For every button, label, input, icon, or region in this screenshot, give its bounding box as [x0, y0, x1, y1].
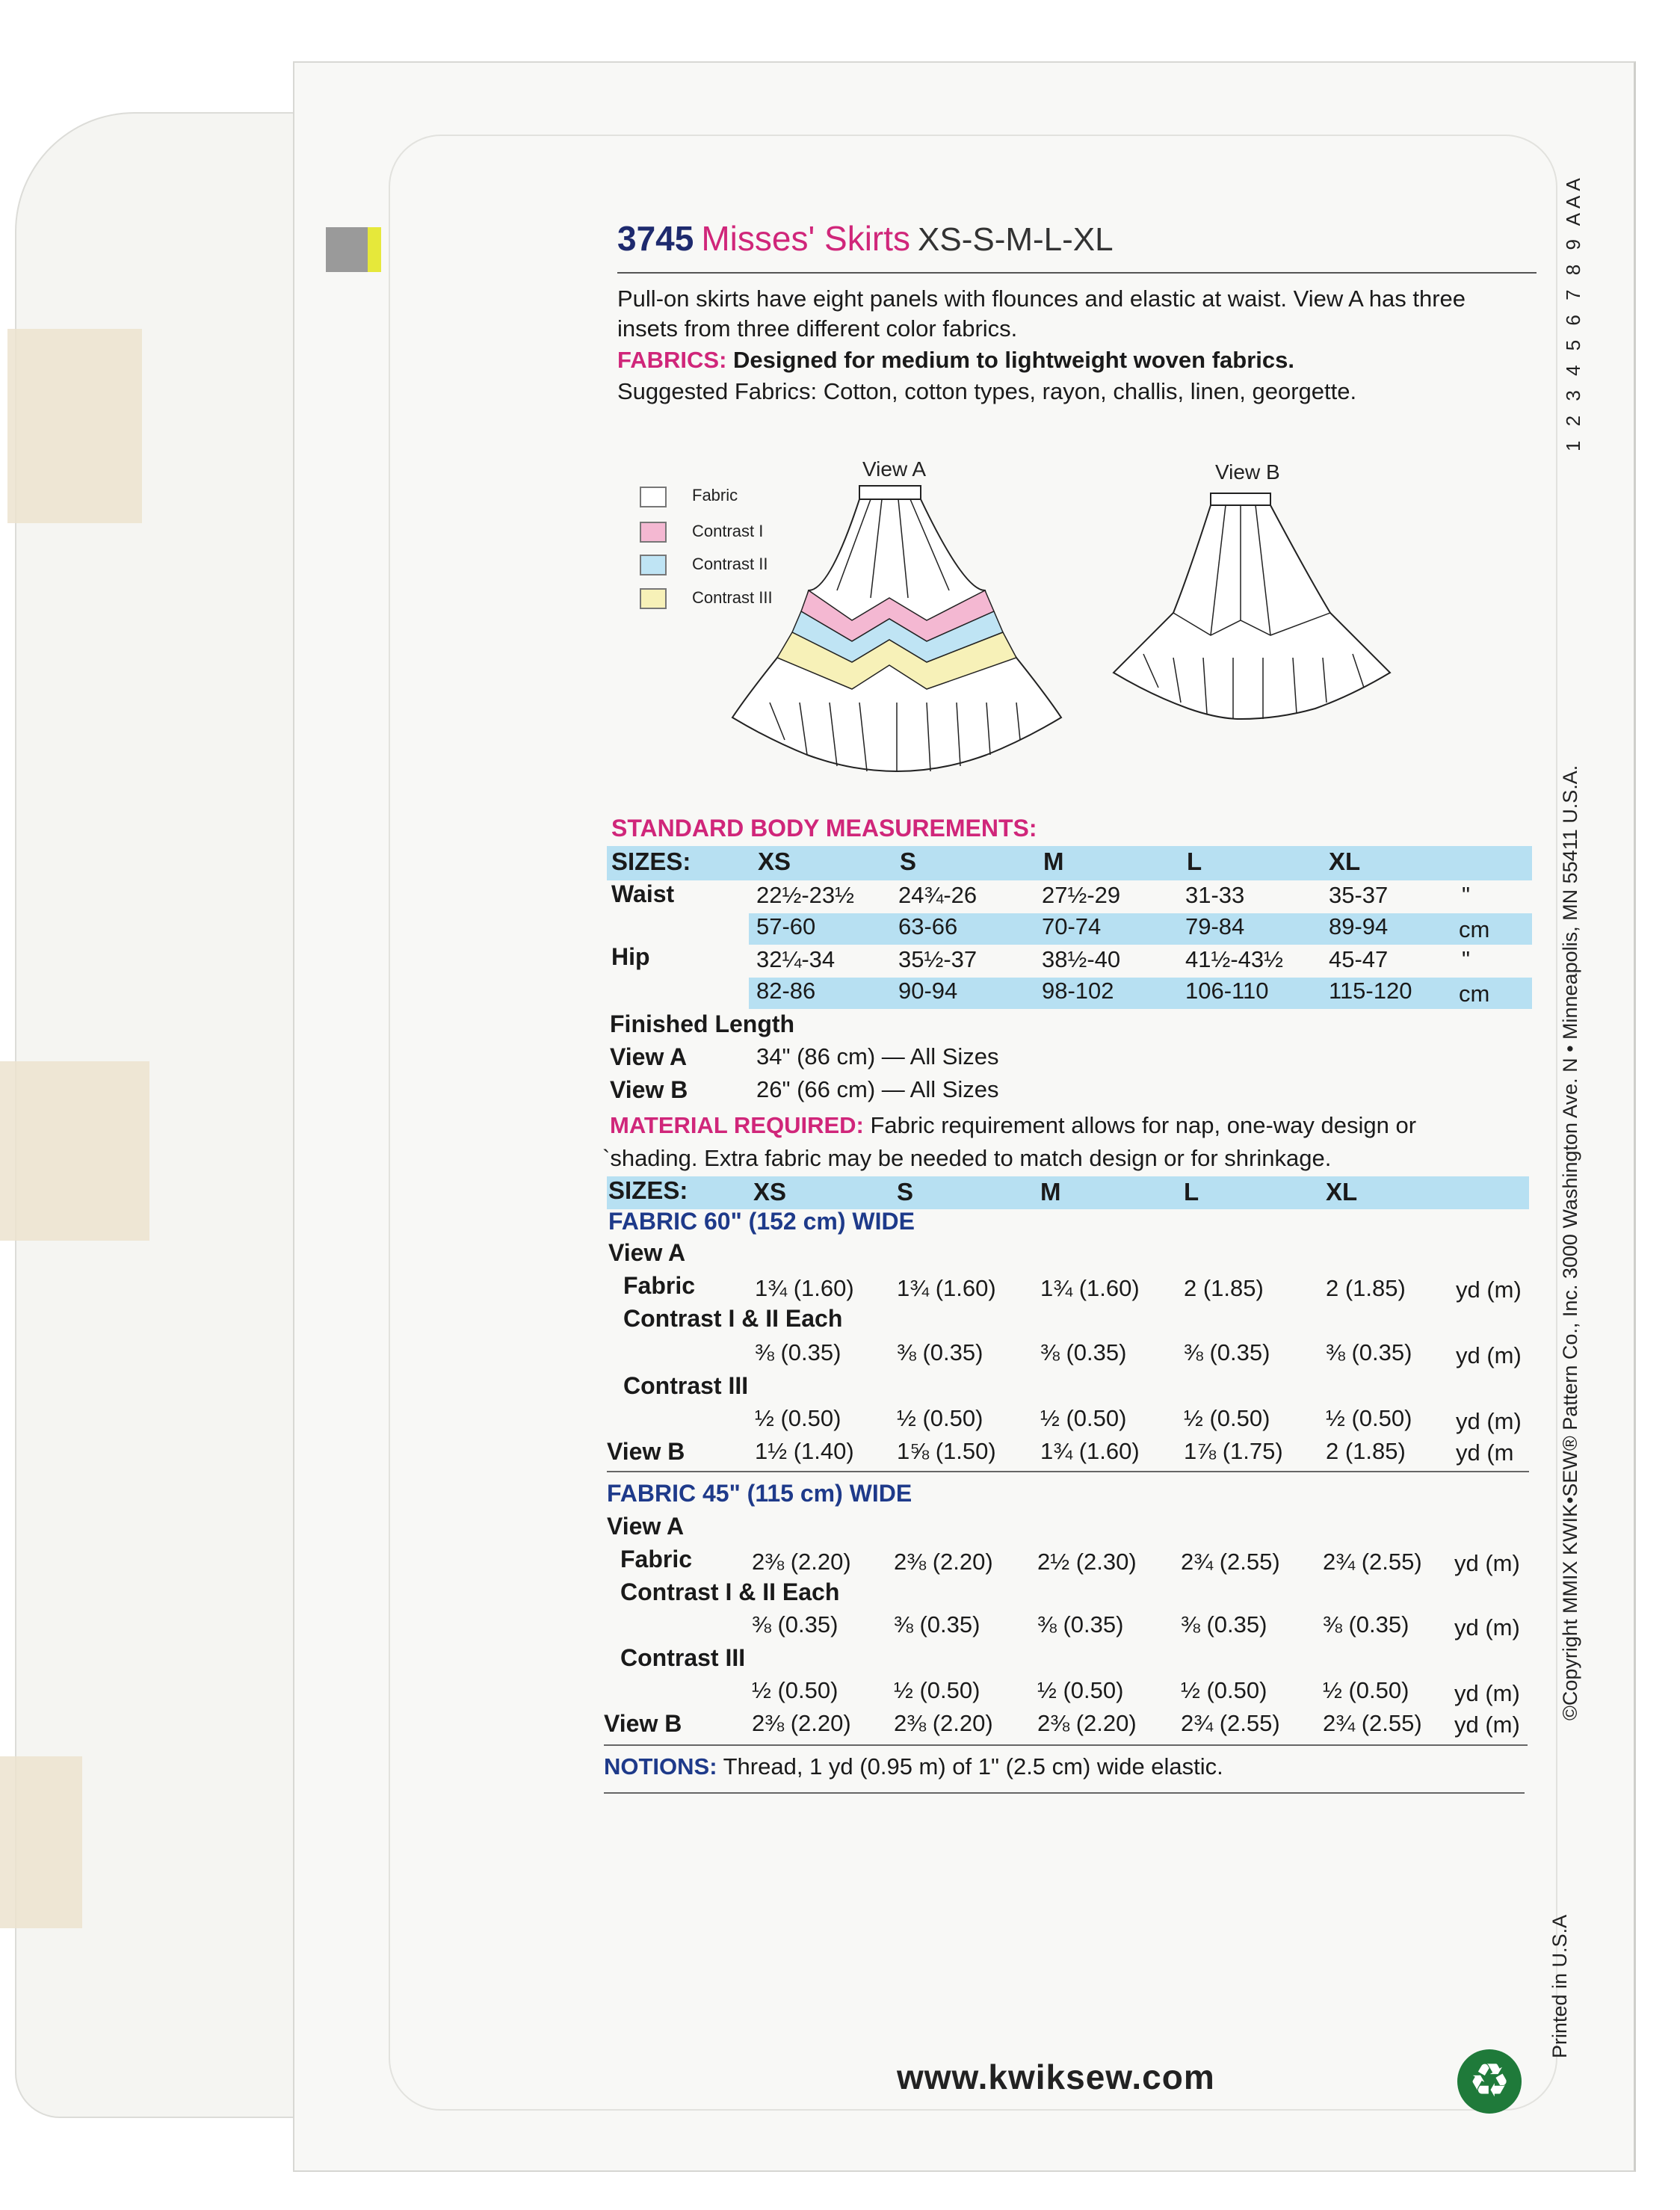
notions-line	[604, 1752, 1223, 1782]
hip-label: Hip	[611, 943, 650, 970]
size-header: XS	[753, 1178, 787, 1206]
description-line: Pull-on skirts have eight panels with flounces and elastic at waist. View A has three	[617, 285, 1466, 312]
f60-fabric-label: Fabric	[623, 1272, 696, 1299]
f45-c12-l: ⅜ (0.35)	[1181, 1611, 1267, 1638]
f45-view-b-label: View B	[604, 1710, 682, 1737]
tape-mark	[0, 1061, 149, 1241]
f60-vb-xl: 2 (1.85)	[1326, 1438, 1406, 1464]
f45-fabric-xl: 2¾ (2.55)	[1323, 1549, 1422, 1575]
unit-inches: "	[1462, 882, 1471, 908]
hip-cm-xs: 82-86	[756, 978, 816, 1004]
f60-fabric-l: 2 (1.85)	[1184, 1275, 1264, 1301]
sizes-band	[607, 846, 1532, 880]
pattern-sizes: XS-S-M-L-XL	[918, 221, 1114, 258]
finished-view-a-value: 34" (86 cm) — All Sizes	[756, 1043, 999, 1069]
website-url: www.kwiksew.com	[897, 2058, 1215, 2096]
unit-cm: cm	[1459, 916, 1490, 942]
section-rule	[607, 1471, 1529, 1472]
f45-fabric-label: Fabric	[620, 1546, 693, 1572]
tape-mark	[7, 329, 142, 523]
pattern-name: Misses' Skirts	[701, 219, 911, 258]
f60-contrast-3-label: Contrast III	[623, 1372, 749, 1399]
unit-yd-m: yd (m)	[1456, 1408, 1522, 1434]
f60-contrast-12-label: Contrast I & II Each	[623, 1305, 843, 1332]
fabric-60-heading: FABRIC 60" (152 cm) WIDE	[608, 1208, 915, 1235]
f60-fabric-s: 1¾ (1.60)	[897, 1275, 996, 1301]
size-header: XS	[758, 848, 791, 875]
material-line-2: `shading. Extra fabric may be needed to match design or for shrinkage.	[602, 1145, 1332, 1171]
finished-view-b-label: View B	[610, 1076, 688, 1103]
cm-band	[749, 978, 1532, 1009]
hip-cm-l: 106-110	[1185, 978, 1269, 1004]
print-codes: 1 2 3 4 5 6 7 8 9 AAA	[1562, 173, 1584, 451]
suggested-fabrics: Suggested Fabrics: Cotton, cotton types, rayon, challis, linen, georgette.	[617, 378, 1357, 404]
material-text: Fabric requirement allows for nap, one-way design or	[870, 1112, 1417, 1138]
f60-fabric-xl: 2 (1.85)	[1326, 1275, 1406, 1301]
size-header: XL	[1329, 848, 1361, 875]
unit-yd-m: yd (m)	[1454, 1614, 1520, 1640]
req-sizes-label: SIZES:	[608, 1176, 688, 1204]
size-header: XL	[1326, 1178, 1358, 1206]
f60-c3-m: ½ (0.50)	[1040, 1405, 1127, 1431]
fabric-45-heading: FABRIC 45" (115 cm) WIDE	[607, 1480, 912, 1507]
sizes-label: SIZES:	[611, 848, 691, 875]
f60-fabric-m: 1¾ (1.60)	[1040, 1275, 1140, 1301]
f60-vb-s: 1⅝ (1.50)	[897, 1438, 996, 1464]
f60-vb-xs: 1½ (1.40)	[755, 1438, 854, 1464]
legend-swatch-contrast-1	[640, 522, 667, 543]
f45-c3-l: ½ (0.50)	[1181, 1677, 1267, 1703]
f60-c12-xs: ⅜ (0.35)	[755, 1339, 841, 1365]
unit-yd-m: yd (m)	[1454, 1550, 1520, 1576]
hip-cm-s: 90-94	[898, 978, 958, 1004]
waist-in-s: 24¾-26	[898, 882, 978, 908]
f60-view-a-label: View A	[608, 1239, 686, 1266]
unit-yd-m: yd (m)	[1456, 1277, 1522, 1303]
hip-cm-m: 98-102	[1042, 978, 1114, 1004]
f60-c3-xl: ½ (0.50)	[1326, 1405, 1412, 1431]
f45-vb-m: 2⅜ (2.20)	[1037, 1710, 1137, 1736]
pattern-number: 3745	[617, 219, 694, 258]
legend-label: Contrast III	[692, 588, 773, 607]
f45-fabric-xs: 2⅜ (2.20)	[752, 1549, 851, 1575]
f45-fabric-l: 2¾ (2.55)	[1181, 1549, 1280, 1575]
legend-swatch-fabric	[640, 487, 667, 507]
f45-vb-xs: 2⅜ (2.20)	[752, 1710, 851, 1736]
corner-mark-yellow	[368, 227, 381, 272]
fabrics-text: Designed for medium to lightweight woven fabrics.	[733, 347, 1294, 373]
material-line	[610, 1111, 1416, 1141]
size-header: S	[900, 848, 917, 875]
f45-view-a-label: View A	[607, 1513, 685, 1540]
recycle-icon: ♻	[1457, 2049, 1522, 2114]
f45-vb-s: 2⅜ (2.20)	[894, 1710, 993, 1736]
finished-view-a-label: View A	[610, 1043, 688, 1070]
f60-c12-m: ⅜ (0.35)	[1040, 1339, 1127, 1365]
legend-swatch-contrast-3	[640, 588, 667, 609]
unit-yd-m: yd (m)	[1456, 1342, 1522, 1368]
fabrics-label: FABRICS:	[617, 347, 727, 373]
f60-c3-l: ½ (0.50)	[1184, 1405, 1270, 1431]
section-rule	[604, 1744, 1528, 1746]
waist-in-xs: 22½-23½	[756, 882, 854, 908]
f45-c3-s: ½ (0.50)	[894, 1677, 980, 1703]
page-title	[617, 218, 1114, 259]
f45-contrast-12-label: Contrast I & II Each	[620, 1578, 840, 1605]
f60-c12-xl: ⅜ (0.35)	[1326, 1339, 1412, 1365]
legend-label: Contrast II	[692, 555, 768, 573]
size-header: L	[1187, 848, 1202, 875]
f45-c12-xl: ⅜ (0.35)	[1323, 1611, 1409, 1638]
unit-yd-m: yd (m)	[1454, 1711, 1520, 1738]
description-line: insets from three different color fabrics.	[617, 315, 1018, 342]
f45-c3-m: ½ (0.50)	[1037, 1677, 1124, 1703]
notions-text: Thread, 1 yd (0.95 m) of 1" (2.5 cm) wide elastic.	[723, 1753, 1223, 1780]
f60-vb-m: 1¾ (1.60)	[1040, 1438, 1140, 1464]
printed-in: Printed in U.S.A	[1548, 1914, 1571, 2058]
title-rule	[617, 272, 1537, 274]
waist-cm-s: 63-66	[898, 913, 958, 939]
notions-label: NOTIONS:	[604, 1753, 717, 1780]
size-header: M	[1043, 848, 1064, 875]
waist-label: Waist	[611, 880, 675, 907]
size-header: S	[897, 1178, 914, 1206]
waist-cm-xs: 57-60	[756, 913, 816, 939]
waist-cm-xl: 89-94	[1329, 913, 1389, 939]
hip-in-xl: 45-47	[1329, 946, 1389, 972]
hip-in-xs: 32¼-34	[756, 946, 836, 972]
hip-in-s: 35½-37	[898, 946, 978, 972]
waist-in-l: 31-33	[1185, 882, 1245, 908]
f60-c12-s: ⅜ (0.35)	[897, 1339, 983, 1365]
f45-c3-xs: ½ (0.50)	[752, 1677, 839, 1703]
hip-in-m: 38½-40	[1042, 946, 1121, 972]
f45-vb-l: 2¾ (2.55)	[1181, 1710, 1280, 1736]
unit-inches: "	[1462, 946, 1471, 972]
size-header: M	[1040, 1178, 1061, 1206]
material-label: MATERIAL REQUIRED:	[610, 1112, 864, 1138]
notions-rule	[604, 1792, 1525, 1794]
f45-contrast-3-label: Contrast III	[620, 1644, 746, 1671]
cm-band	[749, 913, 1532, 945]
f60-fabric-xs: 1¾ (1.60)	[755, 1275, 854, 1301]
f45-fabric-m: 2½ (2.30)	[1037, 1549, 1137, 1575]
waist-in-m: 27½-29	[1042, 882, 1121, 908]
legend-label: Contrast I	[692, 522, 764, 540]
legend-label: Fabric	[692, 486, 738, 504]
f45-c3-xl: ½ (0.50)	[1323, 1677, 1409, 1703]
hip-in-l: 41½-43½	[1185, 946, 1283, 972]
f45-fabric-s: 2⅜ (2.20)	[894, 1549, 993, 1575]
size-header: L	[1184, 1178, 1199, 1206]
f45-c12-xs: ⅜ (0.35)	[752, 1611, 839, 1638]
f60-c3-s: ½ (0.50)	[897, 1405, 983, 1431]
legend-swatch-contrast-2	[640, 555, 667, 575]
hip-cm-xl: 115-120	[1329, 978, 1412, 1004]
unit-cm: cm	[1459, 981, 1490, 1007]
view-b-label: View B	[1215, 460, 1280, 484]
unit-yd-m: yd (m	[1456, 1439, 1514, 1466]
req-sizes-band	[607, 1176, 1529, 1209]
unit-yd-m: yd (m)	[1454, 1680, 1520, 1706]
f45-c12-s: ⅜ (0.35)	[894, 1611, 980, 1638]
f45-c12-m: ⅜ (0.35)	[1037, 1611, 1124, 1638]
skirt-view-b-illustration	[1106, 486, 1405, 725]
waist-cm-l: 79-84	[1185, 913, 1245, 939]
view-a-label: View A	[862, 457, 927, 481]
copyright-text: ©Copyright MMIX KWIK•SEW® Pattern Co., Inc. 3000 Washington Ave. N • Minneapolis, MN 55411 U.S.A.	[1559, 765, 1581, 1720]
body-measurements-heading: STANDARD BODY MEASUREMENTS:	[611, 815, 1037, 842]
waist-cm-m: 70-74	[1042, 913, 1102, 939]
f60-view-b-label: View B	[607, 1438, 685, 1465]
f45-vb-xl: 2¾ (2.55)	[1323, 1710, 1422, 1736]
finished-view-b-value: 26" (66 cm) — All Sizes	[756, 1076, 999, 1102]
finished-length-heading: Finished Length	[610, 1010, 795, 1037]
tape-mark	[0, 1756, 82, 1928]
f60-vb-l: 1⅞ (1.75)	[1184, 1438, 1283, 1464]
f60-c3-xs: ½ (0.50)	[755, 1405, 841, 1431]
fabrics-line	[617, 345, 1294, 375]
skirt-view-a-illustration	[725, 478, 1069, 777]
f60-c12-l: ⅜ (0.35)	[1184, 1339, 1270, 1365]
waist-in-xl: 35-37	[1329, 882, 1389, 908]
